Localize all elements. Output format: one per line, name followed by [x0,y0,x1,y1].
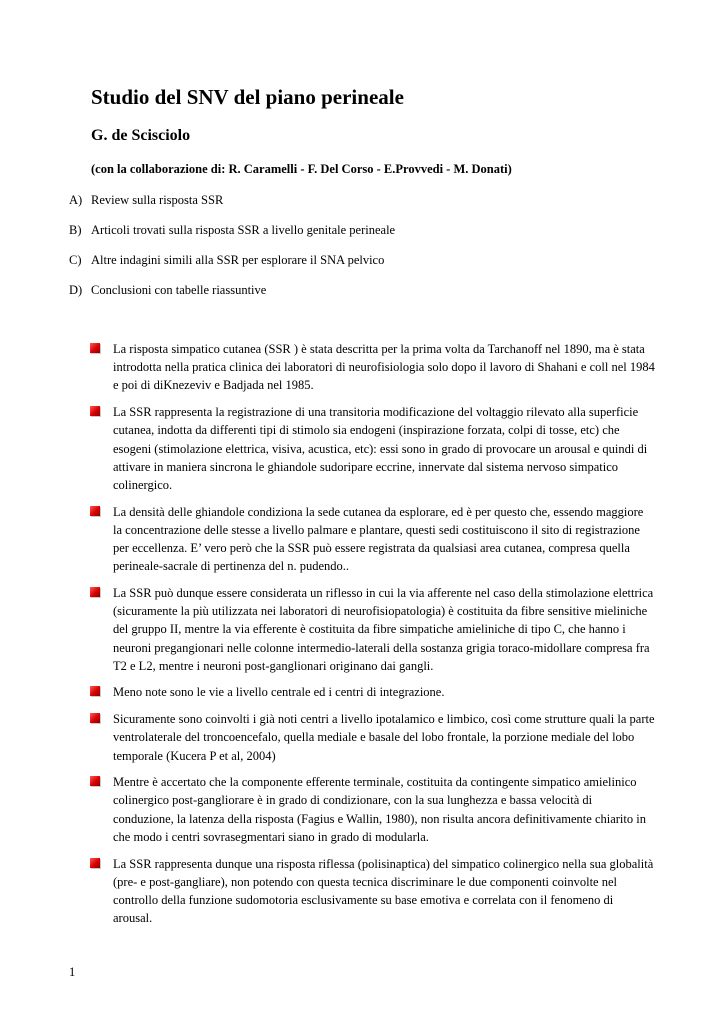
bullet-text: La SSR rappresenta dunque una risposta riflessa (polisinaptica) del simpatico colinergico nella sua globalità (pre- e post-gangliare), non potendo con questa tecnica discriminare le due componenti coinvolte nel controllo della funzione sudomotoria esclusivamente su base emotiva e correlata con il fenomeno di arousal. [113,856,654,926]
author-name: G. de Scisciolo [91,127,191,144]
outline-list [69,192,395,312]
outline-item-c [69,252,395,282]
bullet-item [90,683,655,701]
red-square-bullet-icon [90,506,100,516]
red-square-bullet-icon [90,776,100,786]
red-square-bullet-icon [90,686,100,696]
outline-text: Conclusioni con tabelle riassuntive [91,283,267,297]
outline-item-a [69,192,395,222]
bullet-item [90,403,655,494]
bullet-item [90,340,655,395]
outline-text: Articoli trovati sulla risposta SSR a livello genitale perineale [91,223,396,237]
red-square-bullet-icon [90,587,100,597]
bullet-item [90,773,655,846]
red-square-bullet-icon [90,343,100,353]
page-title: Studio del SNV del piano perineale [91,85,404,109]
bullet-item [90,503,655,576]
bullet-text: La densità delle ghiandole condiziona la sede cutanea da esplorare, ed è per questo che, essendo maggiore la concentrazione delle stesse a livello palmare e plantare, questi sedi costituiscono il sito di registrazione per eccellenza. E’ vero però che la SSR può essere registrata da qualsiasi area cutanea, compresa quella perineale-sacrale di pertinenza del n. pudendo.. [113,504,644,574]
bullet-text: Meno note sono le vie a livello centrale ed i centri di integrazione. [113,685,445,700]
collaboration-line: (con la collaborazione di: R. Caramelli - F. Del Corso - E.Provvedi - M. Donati) [91,162,512,176]
red-square-bullet-icon [90,713,100,723]
bullet-item [90,710,655,765]
red-square-bullet-icon [90,406,100,416]
bullet-text: Mentre è accertato che la componente efferente terminale, costituita da contingente simpatico amielinico colinergico post-gangliorare è in grado di condizionare, con la sua lunghezza e bassa velocità di conduzione, la latenza della risposta (Fagius e Wallin, 1980), non risulta ancora definitivamente chiarito in che modo i centri sovrasegmentari siano in grado di modularla. [113,775,646,844]
outline-letter: B) [69,223,82,237]
bullet-item [90,584,655,675]
red-square-bullet-icon [90,858,100,868]
page-number: 1 [69,965,76,979]
outline-item-d [69,282,395,312]
outline-letter: A) [69,193,83,207]
outline-letter: C) [69,253,82,267]
bullet-text: Sicuramente sono coinvolti i già noti centri a livello ipotalamico e limbico, così come strutture quali la parte ventrolaterale del troncoencefalo, quella mediale e basale del lobo frontale, la porzione mediale del lobo temporale (Kucera P et al, 2004) [113,712,655,763]
outline-text: Altre indagini simili alla SSR per esplorare il SNA pelvico [91,253,385,267]
bullet-list [90,340,655,936]
outline-letter: D) [69,283,83,297]
outline-item-b [69,222,395,252]
bullet-text: La risposta simpatico cutanea (SSR ) è stata descritta per la prima volta da Tarchanoff nel 1890, ma è stata introdotta nella pratica clinica dei laboratori di neurofisiologia solo dopo il lavoro di Shahani e coll nel 1984 e poi di diKnezeviv e Badjada nel 1985. [113,342,655,393]
bullet-text: La SSR rappresenta la registrazione di una transitoria modificazione del voltaggio rilevato alla superficie cutanea, indotta da differenti tipi di stimolo sia endogeni (inspirazione forzata, colpi di tosse, etc) che esogeni (stimolazione elettrica, visiva, acustica, etc): essi sono in grado di provocare un arousal e quindi di attivare in maniera sincrona le ghiandole sudoripare eccrine, innervate dal sistema nervoso simpatico colinergico. [113,405,648,492]
bullet-item [90,855,655,928]
bullet-text: La SSR può dunque essere considerata un riflesso in cui la via afferente nel caso della stimolazione elettrica (sicuramente la più utilizzata nei laboratori di neurofisiopatologia) è costituita da fibre sensitive mieliniche del gruppo II, mentre la via efferente è costituita da fibre simpatiche amieliniche di tipo C, che hanno i neuroni pregangionari nelle colonne intermedio-laterali della sostanza grigia toraco-midollare compresa fra T2 e L2, mentre i neuroni post-ganglionari originano dai gangli. [113,585,654,673]
outline-text: Review sulla risposta SSR [91,193,224,207]
